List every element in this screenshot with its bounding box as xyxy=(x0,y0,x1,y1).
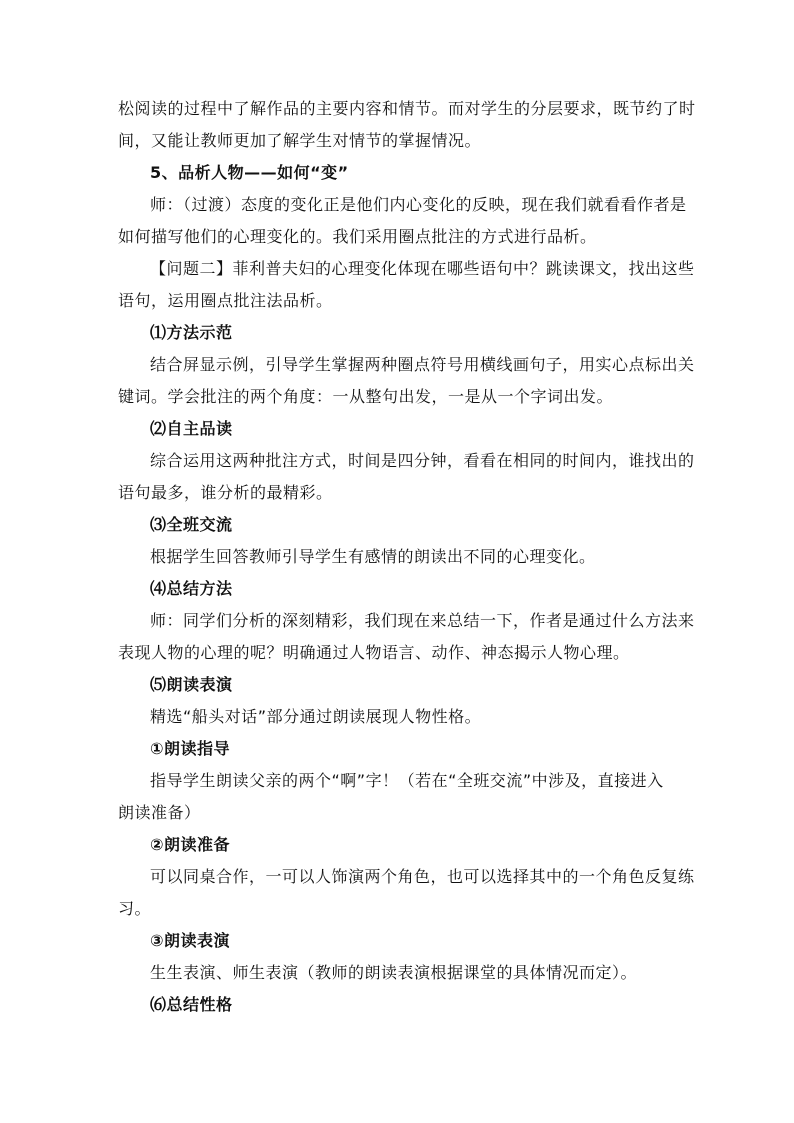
paragraph-line: 师：同学们分析的深刻精彩，我们现在来总结一下，作者是通过什么方法来 xyxy=(150,611,695,630)
step-heading: ③朗读表演 xyxy=(150,931,231,950)
paragraph-line: 习。 xyxy=(118,899,152,918)
paragraph-line: 生生表演、师生表演（教师的朗读表演根据课堂的具体情况而定）。 xyxy=(150,963,638,982)
subsection-heading: ⑸朗读表演 xyxy=(150,675,233,694)
paragraph-line: 表现人物的心理的呢？明确通过人物语言、动作、神态揭示人物心理。 xyxy=(118,643,630,662)
paragraph-line: 【问题二】菲利普夫妇的心理变化体现在哪些语句中？跳读课文，找出这些 xyxy=(150,259,695,278)
paragraph-line: 结合屏显示例，引导学生掌握两种圈点符号用横线画句子，用实心点标出关 xyxy=(150,355,695,374)
paragraph-line: 语句最多，谁分析的最精彩。 xyxy=(118,483,333,502)
paragraph-line: 朗读准备） xyxy=(118,803,201,822)
step-heading: ②朗读准备 xyxy=(150,835,231,854)
paragraph-line: 综合运用这两种批注方式，时间是四分钟，看看在相同的时间内，谁找出的 xyxy=(150,451,695,470)
paragraph-line: 师：（过渡）态度的变化正是他们内心变化的反映，现在我们就看看作者是 xyxy=(150,195,687,214)
subsection-heading: ⑶全班交流 xyxy=(150,515,233,534)
paragraph-line: 根据学生回答教师引导学生有感情的朗读出不同的心理变化。 xyxy=(150,547,596,566)
paragraph-line: 如何描写他们的心理变化的。我们采用圈点批注的方式进行品析。 xyxy=(118,227,597,246)
paragraph-line: 语句，运用圈点批注法品析。 xyxy=(118,291,333,310)
paragraph-line: 间，又能让教师更加了解学生对情节的掌握情况。 xyxy=(118,131,482,150)
paragraph-line: 可以同桌合作，一可以人饰演两个角色，也可以选择其中的一个角色反复练 xyxy=(150,867,695,886)
paragraph-line: 精选“船头对话”部分通过朗读展现人物性格。 xyxy=(150,707,482,726)
subsection-heading: ⑴方法示范 xyxy=(150,323,233,342)
paragraph-line: 松阅读的过程中了解作品的主要内容和情节。而对学生的分层要求，既节约了时 xyxy=(118,99,696,118)
subsection-heading: ⑹总结性格 xyxy=(150,995,233,1014)
document-body xyxy=(118,93,696,1021)
step-heading: ①朗读指导 xyxy=(150,739,231,758)
paragraph-line: 键词。学会批注的两个角度：一从整句出发，一是从一个字词出发。 xyxy=(118,387,614,406)
section-heading: 5、品析人物——如何“变” xyxy=(150,163,349,182)
subsection-heading: ⑵自主品读 xyxy=(150,419,233,438)
paragraph-line: 指导学生朗读父亲的两个“啊”字！（若在“全班交流”中涉及，直接进入 xyxy=(150,771,664,790)
subsection-heading: ⑷总结方法 xyxy=(150,579,233,598)
